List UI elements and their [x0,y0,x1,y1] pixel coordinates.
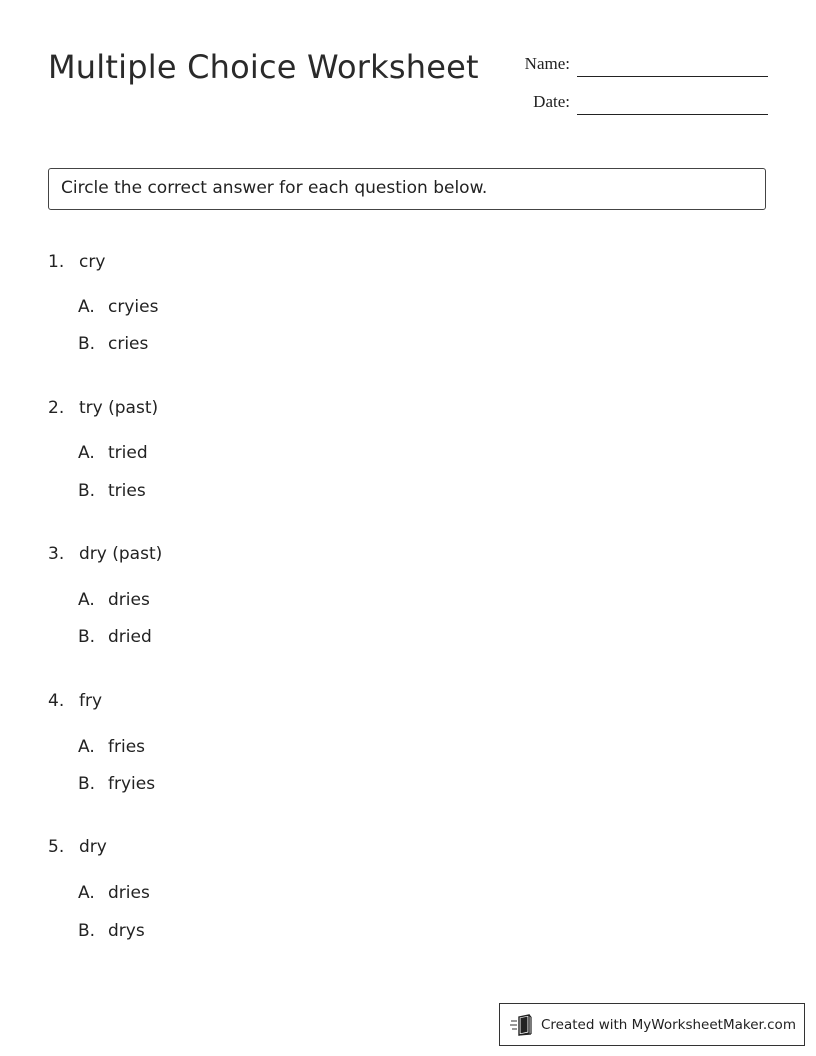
question-row [48,544,548,568]
option-text: fries [108,737,146,757]
question-number: 3. [48,544,65,564]
option-letter: A. [78,737,95,757]
page-title: Multiple Choice Worksheet [48,48,479,86]
question-row [48,252,548,276]
option-text: dries [108,590,150,610]
question-prompt: fry [79,691,103,711]
date-field [510,90,770,120]
question-row [48,837,548,861]
option-letter: B. [78,481,96,501]
name-label: Name: [524,54,570,73]
name-line[interactable] [577,76,768,77]
option-letter: A. [78,297,95,317]
option-letter: B. [78,921,96,941]
option-text: cryies [108,297,159,317]
instructions-text: Circle the correct answer for each question below. [61,178,488,198]
instructions-box [48,168,766,210]
option-letter: B. [78,627,96,647]
date-line[interactable] [577,114,768,115]
question-prompt: try (past) [79,398,159,418]
question-number: 2. [48,398,65,418]
name-field [510,52,770,82]
question-row [48,691,548,715]
option-text: drys [108,921,145,941]
credit-badge[interactable] [499,1003,805,1046]
option-letter: A. [78,590,95,610]
option-text: dried [108,627,152,647]
date-label: Date: [533,92,570,111]
question-number: 4. [48,691,65,711]
question-prompt: cry [79,252,106,272]
credit-text: Created with MyWorksheetMaker.com [541,1016,796,1033]
question-row [48,398,548,422]
question-3 [48,544,548,647]
question-5 [48,837,548,941]
question-4 [48,691,548,794]
question-number: 1. [48,252,65,272]
question-prompt: dry [79,837,107,857]
question-prompt: dry (past) [79,544,163,564]
question-1 [48,252,548,354]
option-text: tried [108,443,148,463]
question-2 [48,398,548,501]
option-text: tries [108,481,146,501]
question-number: 5. [48,837,65,857]
option-letter: A. [78,443,95,463]
option-text: fryies [108,774,156,794]
option-text: dries [108,883,150,903]
option-letter: B. [78,334,96,354]
option-letter: A. [78,883,95,903]
book-speed-icon [510,1014,534,1036]
option-letter: B. [78,774,96,794]
option-text: cries [108,334,149,354]
